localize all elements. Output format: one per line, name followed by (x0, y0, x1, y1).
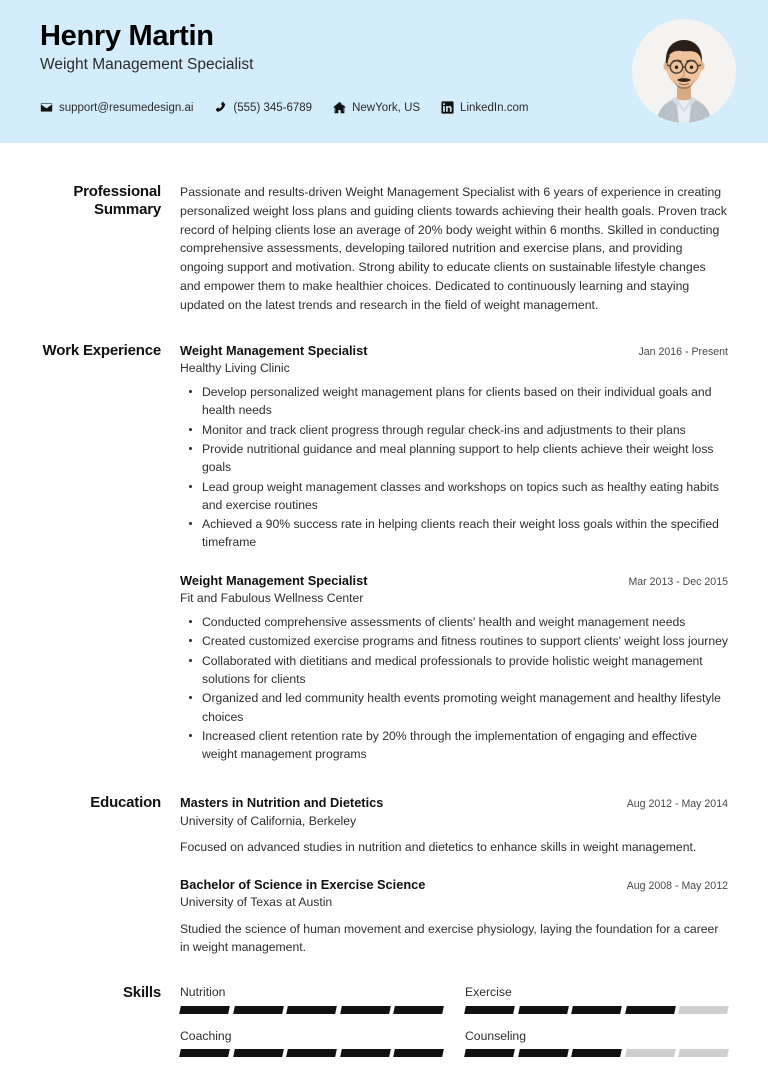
section-heading-education: Education (90, 794, 161, 812)
contact-email[interactable] (40, 101, 193, 114)
skill-level-bar (180, 1006, 443, 1014)
skill-item (180, 1028, 443, 1057)
work-bullet: Provide nutritional guidance and meal planning support to help clients achieve their weight loss goals (202, 440, 728, 477)
education-entry-head (180, 876, 728, 893)
contact-location-text: NewYork, US (352, 101, 421, 114)
education-date: Aug 2008 - May 2012 (626, 880, 728, 893)
work-entry-head (180, 342, 728, 359)
education-degree: Masters in Nutrition and Dietetics (180, 795, 384, 811)
skill-segment (233, 1049, 283, 1057)
skill-segment (518, 1049, 568, 1057)
work-job-title: Weight Management Specialist (180, 572, 368, 588)
skill-item (465, 984, 728, 1013)
education-date: Aug 2012 - May 2014 (626, 798, 728, 811)
contact-linkedin[interactable] (441, 101, 528, 114)
education-school: University of Texas at Austin (180, 895, 333, 910)
section-professional-summary (40, 183, 728, 315)
work-job-date: Jan 2016 - Present (638, 345, 728, 358)
home-icon (333, 101, 346, 114)
section-heading-work: Work Experience (42, 341, 161, 359)
work-bullet: Organized and led community health events promoting weight management and healthy lifestyle choices (202, 689, 728, 726)
work-entry (180, 342, 728, 552)
skill-segment (394, 1049, 444, 1057)
skill-item (465, 1028, 728, 1057)
contact-email-text: support@resumedesign.ai (59, 101, 194, 114)
skill-segment (625, 1006, 675, 1014)
skill-level-bar (465, 1006, 728, 1014)
education-entry-head (180, 794, 728, 811)
skill-segment (233, 1006, 283, 1014)
candidate-job-title: Weight Management Specialist (40, 56, 254, 74)
education-entry (180, 794, 728, 856)
linkedin-icon (441, 101, 454, 114)
summary-text: Passionate and results-driven Weight Management Specialist with 6 years of experience in creating personalized weight loss plans and guiding clients towards achieving their health goals. Proven track record of helping clients lose an average of 20% body weight within 6 months. Skilled in conducting comprehensive assessments, developing tailored nutrition and exercise plans, and providing ongoing support and motivation. Strong ability to educate clients on sustainable lifestyle changes and empower them to make healthier choices. Dedicated to continuously learning and staying updated on the latest trends and research in the field of weight management. (180, 185, 727, 312)
contact-linkedin-text: LinkedIn.com (460, 101, 529, 114)
skill-segment (179, 1006, 229, 1014)
skill-segment (464, 1049, 514, 1057)
work-job-date: Mar 2013 - Dec 2015 (628, 575, 728, 588)
skill-segment (679, 1049, 729, 1057)
contact-location[interactable] (333, 101, 420, 114)
skill-label: Nutrition (180, 985, 226, 1000)
work-bullet: Collaborated with dietitians and medical professionals to provide holistic weight management solutions for clients (202, 652, 728, 689)
avatar (632, 19, 736, 123)
work-bullet: Lead group weight management classes and workshops on topics such as healthy eating habits and exercise routines (202, 478, 728, 515)
skill-segment (340, 1006, 390, 1014)
section-work-experience (40, 342, 728, 765)
work-bullet: Created customized exercise programs and fitness routines to support clients' weight loss journey (202, 632, 728, 650)
resume-body (0, 183, 768, 1057)
education-description: Focused on advanced studies in nutrition and dietetics to enhance skills in weight management. (180, 839, 697, 854)
skill-item (180, 984, 443, 1013)
skill-segment (571, 1049, 621, 1057)
education-degree: Bachelor of Science in Exercise Science (180, 877, 426, 893)
contact-phone[interactable] (214, 101, 312, 114)
work-company: Healthy Living Clinic (180, 360, 290, 375)
skill-label: Coaching (180, 1028, 232, 1043)
phone-icon (214, 101, 227, 114)
avatar-photo (632, 19, 736, 123)
resume-header (0, 0, 768, 143)
work-bullet-list (180, 383, 728, 552)
skills-grid (180, 984, 728, 1057)
contact-row (40, 101, 528, 114)
education-school: University of California, Berkeley (180, 813, 357, 828)
skill-segment (340, 1049, 390, 1057)
work-bullet: Develop personalized weight management plans for clients based on their individual goals and health needs (202, 383, 728, 420)
skill-segment (571, 1006, 621, 1014)
skill-segment (394, 1006, 444, 1014)
skill-segment (679, 1006, 729, 1014)
skill-segment (286, 1049, 336, 1057)
skill-segment (625, 1049, 675, 1057)
work-bullet: Achieved a 90% success rate in helping clients reach their weight loss goals within the specified timeframe (202, 515, 728, 552)
skill-segment (518, 1006, 568, 1014)
section-heading-summary: Professional Summary (73, 183, 161, 219)
skill-label: Counseling (465, 1028, 526, 1043)
skill-level-bar (465, 1049, 728, 1057)
skill-label: Exercise (465, 985, 512, 1000)
education-description: Studied the science of human movement and exercise physiology, laying the foundation for a career in weight management. (180, 921, 719, 954)
work-entry-head (180, 572, 728, 589)
work-job-title: Weight Management Specialist (180, 342, 368, 358)
skill-segment (464, 1006, 514, 1014)
work-bullet: Monitor and track client progress through regular check-ins and adjustments to their plans (202, 421, 728, 439)
skill-segment (179, 1049, 229, 1057)
work-entry (180, 572, 728, 764)
candidate-name: Henry Martin (40, 20, 214, 52)
education-entry (180, 876, 728, 956)
envelope-icon (40, 101, 53, 114)
work-bullet: Conducted comprehensive assessments of clients' health and weight management needs (202, 613, 728, 631)
section-skills (40, 984, 728, 1057)
work-bullet-list (180, 613, 728, 763)
skill-level-bar (180, 1049, 443, 1057)
contact-phone-text: (555) 345-6789 (233, 101, 313, 114)
skill-segment (286, 1006, 336, 1014)
work-company: Fit and Fabulous Wellness Center (180, 591, 364, 606)
section-education (40, 794, 728, 956)
work-bullet: Increased client retention rate by 20% through the implementation of engaging and effective weight management programs (202, 727, 728, 764)
section-heading-skills: Skills (123, 984, 161, 1002)
